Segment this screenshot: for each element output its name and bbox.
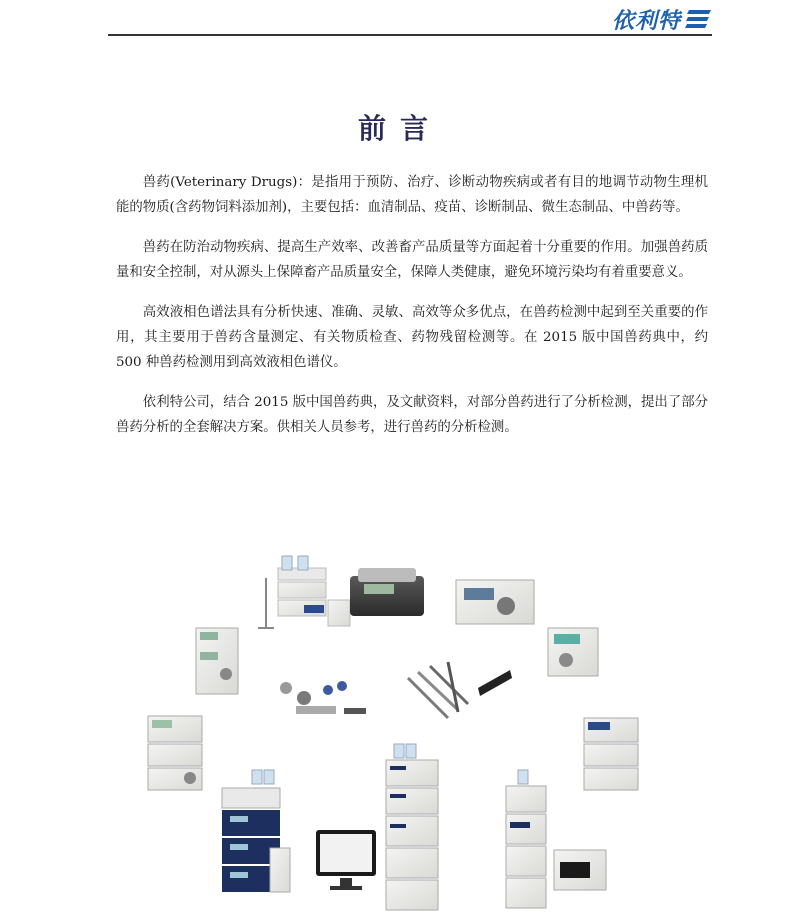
hplc-small-stack-image [258,556,350,628]
page-title: 前言 [357,112,442,145]
company-logo [612,4,711,34]
paragraph-1: 兽药(Veterinary Drugs)：是指用于预防、治疗、诊断动物疾病或者有目的地调节动物生理机能的物质(含药物饲料添加剂)，主要包括：血清制品、疫苗、诊断制品、微生态制品、中兽药等。 [116,175,708,215]
single-pump-image [548,628,598,676]
logo-stripes-icon [685,8,711,30]
instrument-collage [118,548,684,918]
left-hplc-module-image [196,628,238,694]
preface-body [116,170,708,455]
logo-text: 依利特 [612,8,682,34]
paragraph-4: 依利特公司，结合 2015 版中国兽药典，及文献资料，对部分兽药进行了分析检测，提出了部分兽药分析的全套解决方案。供相关人员参考，进行兽药的分析检测。 [116,395,708,435]
mid-left-hplc-image [148,716,202,790]
pump-module-image [456,580,534,624]
computer-monitor-image [316,830,376,890]
center-hplc-stack-image [386,744,438,910]
hplc-columns-image [408,662,512,718]
microplate-reader-image [350,568,424,616]
mid-right-hplc-image [584,718,638,790]
fittings-accessories-image [280,681,366,714]
bottom-left-hplc-system-image [222,770,290,892]
paragraph-2: 兽药在防治动物疾病、提高生产效率、改善畜产品质量等方面起着十分重要的作用。加强兽药质量和安全控制，对从源头上保障畜产品质量安全，保障人类健康，避免环境污染均有着重要意义。 [116,240,708,280]
bottom-right-hplc-system-image [506,770,606,908]
paragraph-3: 高效液相色谱法具有分析快速、准确、灵敏、高效等众多优点，在兽药检测中起到至关重要的作用，其主要用于兽药含量测定、有关物质检查、药物残留检测等。在 2015 版中国兽药典中，约 500 种兽药检测用到高效液相色谱仪。 [116,305,708,370]
